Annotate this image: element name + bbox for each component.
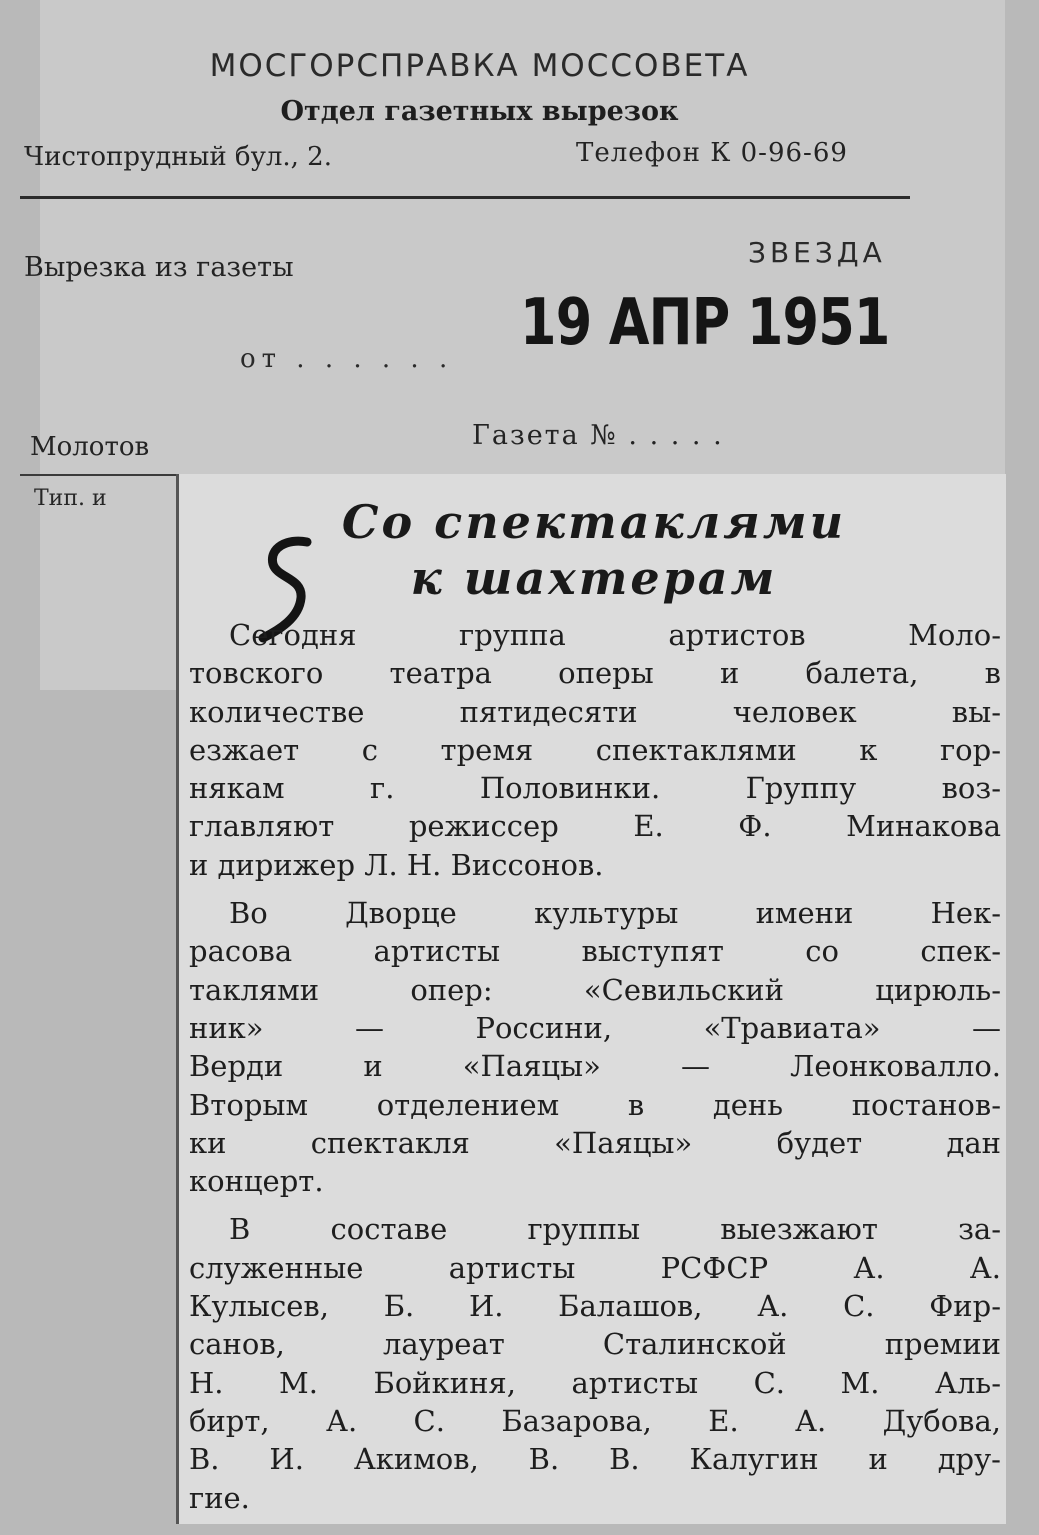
article-line: и дирижер Л. Н. Виссонов. <box>189 847 604 882</box>
article-line: главляют режиссер Е. Ф. Минакова <box>189 809 1001 844</box>
bureau-address: Чистопрудный бул., 2. <box>24 142 332 172</box>
article-line: езжает с тремя спектаклями к гор- <box>189 732 1001 767</box>
article-line: В. И. Акимов, В. В. Калугин и дру- <box>189 1442 1001 1477</box>
article-paragraph <box>189 1210 1001 1516</box>
article-line: санов, лауреат Сталинской премии <box>189 1327 1001 1362</box>
date-stamp: 19 АПР 1951 <box>520 286 890 360</box>
newspaper-clipping <box>176 474 1006 1524</box>
article-line: таклями опер: «Севильский цирюль- <box>189 972 1001 1007</box>
date-label: от . . . . . . <box>240 344 454 374</box>
article-line: товского театра оперы и балета, в <box>189 656 1001 691</box>
article-body <box>189 616 1001 1517</box>
cut-from-label: Вырезка из газеты <box>24 252 294 283</box>
issue-number-label: Газета № . . . . . <box>472 420 724 451</box>
paragraph-gap <box>189 1200 1001 1210</box>
article-line: ки спектакля «Паяцы» будет дан <box>189 1125 1001 1160</box>
article-paragraph <box>189 894 1001 1200</box>
article-line: бирт, А. С. Базарова, Е. А. Дубова, <box>189 1403 1001 1438</box>
article-line: Сегодня группа артистов Моло- <box>229 618 1001 652</box>
article-line: В составе группы выезжают за- <box>229 1212 1001 1247</box>
article-line: Во Дворце культуры имени Нек- <box>229 896 1001 931</box>
department-title: Отдел газетных вырезок <box>280 96 679 127</box>
headline-line-2: к шахтерам <box>410 551 778 605</box>
bureau-phone: Телефон К 0-96-69 <box>576 138 848 168</box>
article-line: Вторым отделением в день постанов- <box>189 1087 1001 1122</box>
form-divider <box>20 196 910 199</box>
article-line: някам г. Половинки. Группу воз- <box>189 771 1001 806</box>
article-line: Н. М. Бойкиня, артисты С. М. Аль- <box>189 1365 1001 1400</box>
city-name: Молотов <box>30 432 150 462</box>
article-line: расова артисты выступят со спек- <box>189 934 1001 969</box>
newspaper-name: ЗВЕЗДА <box>748 236 886 269</box>
paragraph-gap <box>189 884 1001 894</box>
article-line: Верди и «Паяцы» — Леонковалло. <box>189 1049 1001 1084</box>
article-line: Кулысев, Б. И. Балашов, А. С. Фир- <box>189 1289 1001 1324</box>
article-line: количестве пятидесяти человек вы- <box>189 694 1001 729</box>
article-line: концерт. <box>189 1164 324 1199</box>
article-paragraph <box>189 616 1001 884</box>
article-line: гие. <box>189 1480 250 1515</box>
article-line: служенные артисты РСФСР А. А. <box>189 1250 1001 1285</box>
headline-line-1: Со спектаклями <box>341 495 847 549</box>
print-label: Тип. и <box>34 486 107 511</box>
bureau-title: МОСГОРСПРАВКА МОССОВЕТА <box>209 48 750 84</box>
article-line: ник» — Россини, «Травиата» — <box>189 1010 1001 1045</box>
